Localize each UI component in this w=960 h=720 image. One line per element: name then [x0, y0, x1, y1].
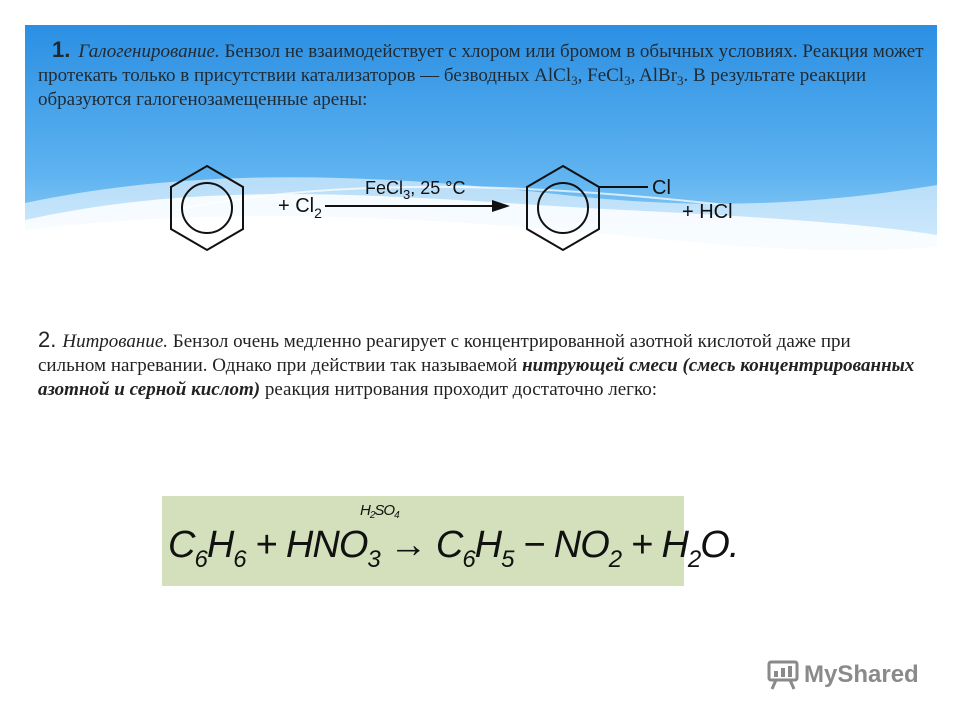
section1-text-d: . В результате реакции образуются галогенозамещенные арены: [38, 65, 867, 110]
benzene-ring-right [527, 166, 648, 250]
section1-text-c: , AlBr [630, 65, 678, 86]
byproduct-hcl: + HCl [682, 201, 733, 223]
section1-sub-2: 3 [624, 73, 631, 88]
section1-sub-1: 3 [571, 73, 578, 88]
reagent-cl2: + $Cl_2$ [278, 195, 322, 221]
section1-sub-3: 3 [677, 73, 684, 88]
section1-text-a: Бензол не взаимодействует с хлором или бромом в обычных условиях. Реакция может протекать только в присутствии катализаторов — безводных AlCl [38, 41, 924, 86]
nitration-equation: $C_6H_6 + HNO_3 \to C_6H_5 - NO_2 + H_2O$. [168, 524, 739, 573]
logo-text: MyShared [804, 661, 919, 688]
nitrating-mixture-text: нитрующей смеси (смесь концентрированных азотной и серной кислот) [38, 355, 915, 400]
section1-text-b: , FeCl [577, 65, 625, 86]
reaction-scheme [160, 160, 760, 270]
section2-title: Нитрование. [62, 331, 169, 352]
nitration-equation-box [162, 496, 739, 586]
myshared-logo [766, 657, 919, 693]
presentation-board-icon [766, 658, 800, 692]
catalyst-conditions: FeCl$_3$, 25 °C [365, 178, 466, 202]
section2-text-b: реакция нитрования проходит достаточно легко: [260, 379, 657, 400]
chlorine-substituent: Cl [652, 177, 671, 199]
halogenation-reaction-diagram [160, 160, 760, 270]
paragraph-nitration [38, 328, 918, 402]
section1-number: 1. [52, 37, 71, 62]
section2-number: 2. [38, 327, 57, 352]
section2-text-a: Бензол очень медленно реагирует с концентрированной азотной кислотой даже при сильном нагревании. Однако при действии так называемой [38, 331, 851, 376]
equation-catalyst: $H_2SO_4$ [360, 502, 399, 521]
paragraph-halogenation [38, 38, 930, 112]
reaction-arrow [325, 200, 510, 212]
benzene-ring-left [171, 166, 243, 250]
section1-title: Галогенирование. [78, 41, 220, 62]
